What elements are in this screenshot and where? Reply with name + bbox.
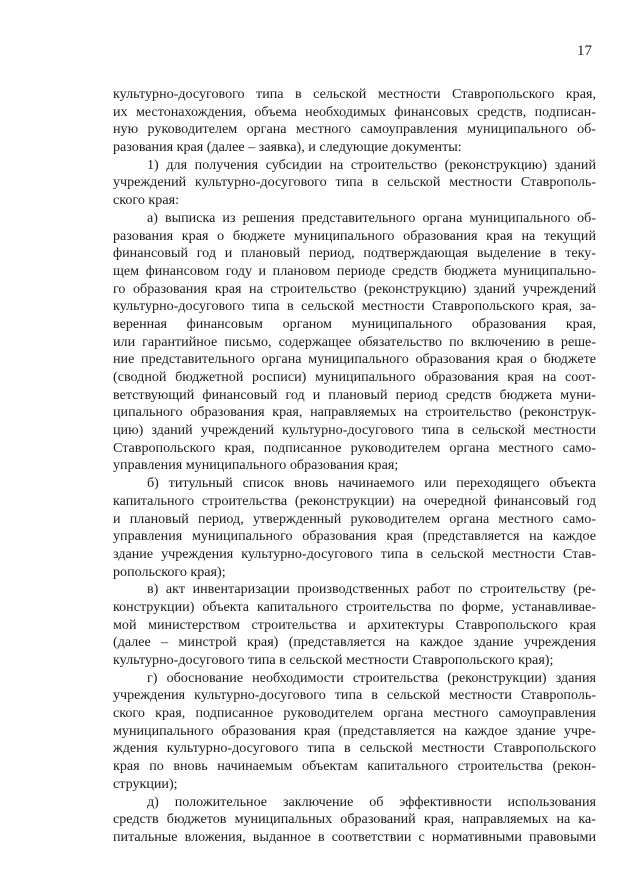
text-line: 1) для получения субсидии на строительство (реконструкцию) зданий [147, 156, 596, 173]
text-line: ную руководителем органа местного самоуправления муниципального об- [113, 121, 596, 138]
text-line: и плановый период, утвержденный руководителем органа местного само- [113, 510, 596, 527]
text-line: их местонахождения, объема необходимых финансовых средств, подписан- [113, 103, 596, 120]
text-line: б) титульный список вновь начинаемого или переходящего объекта [147, 475, 596, 492]
text-line: цию) зданий учреждений культурно-досугового типа в сельской местности [113, 422, 596, 439]
text-line: культурно-досугового типа в сельской местности Ставропольского края); [113, 652, 554, 668]
text-line: д) положительное заключение об эффективности использования [147, 793, 596, 810]
text-line: веренная финансовым органом муниципального образования края, [113, 315, 596, 332]
text-line: ципального образования края, направляемых на строительство (реконструк- [113, 404, 596, 421]
text-line: здание учреждения культурно-досугового типа в сельской местности Став- [113, 545, 596, 562]
text-line: щем финансовом году и плановом периоде средств бюджета муниципально- [113, 262, 596, 279]
text-line: учреждения культурно-досугового типа в сельской местности Ставрополь- [113, 687, 596, 704]
text-line: питальные вложения, выданное в соответствии с нормативными правовыми [113, 828, 596, 845]
text-line: г) обоснование необходимости строительства (реконструкции) здания [147, 669, 596, 686]
text-line: (далее – минстрой края) (представляется на каждое здание учреждения [113, 634, 596, 651]
text-line: ние представительного органа муниципального образования края о бюджете [113, 351, 596, 368]
document-body [113, 86, 596, 847]
text-line: конструкции) объекта капитального строительства по форме, устанавливае- [113, 598, 596, 615]
text-line: муниципального образования края (представляется на каждое здание учре- [113, 722, 596, 739]
text-line: ждения культурно-досугового типа в сельской местности Ставропольского [113, 740, 596, 757]
text-line: го образования края на строительство (реконструкцию) зданий учреждений [113, 280, 596, 297]
text-line: ского края, подписанное руководителем органа местного самоуправления [113, 705, 596, 722]
text-line: мой министерством строительства и архитектуры Ставропольского края [113, 616, 596, 633]
text-line: а) выписка из решения представительного органа муниципального об- [147, 209, 596, 226]
text-line: средств бюджетов муниципальных образований края, направляемых на ка- [113, 811, 596, 828]
text-line: культурно-досугового типа в сельской местности Ставропольского края, за- [113, 298, 596, 315]
text-line: ветствующий финансовый год и плановый период средств бюджета муни- [113, 386, 596, 403]
text-line: или гарантийное письмо, содержащее обязательство по включению в реше- [113, 333, 596, 350]
text-line: Ставропольского края, подписанное руководителем органа местного само- [113, 439, 596, 456]
text-line: разования края о бюджете муниципального образования края на текущий [113, 227, 596, 244]
text-line: струкции); [113, 775, 178, 792]
text-line: учреждений культурно-досугового типа в сельской местности Ставрополь- [113, 174, 596, 191]
text-line: ропольского края); [113, 563, 226, 580]
text-line: (сводной бюджетной росписи) муниципального образования края на соот- [113, 369, 596, 385]
text-line: финансовый год и плановый период, подтверждающая выделение в теку- [113, 245, 596, 262]
text-line: культурно-досугового типа в сельской местности Ставропольского края, [113, 86, 596, 102]
text-line: управления муниципального образования края; [113, 457, 399, 474]
text-line: края по вновь начинаемым объектам капитального строительства (рекон- [113, 758, 596, 775]
text-line: капитального строительства (реконструкции) на очередной финансовый год [113, 492, 596, 509]
text-line: разования края (далее – заявка), и следующие документы: [113, 139, 462, 156]
page-number: 17 [577, 43, 592, 59]
text-line: в) акт инвентаризации производственных работ по строительству (ре- [147, 581, 596, 598]
text-line: ского края: [113, 192, 179, 209]
text-line: управления муниципального образования края (представляется на каждое [113, 528, 596, 545]
